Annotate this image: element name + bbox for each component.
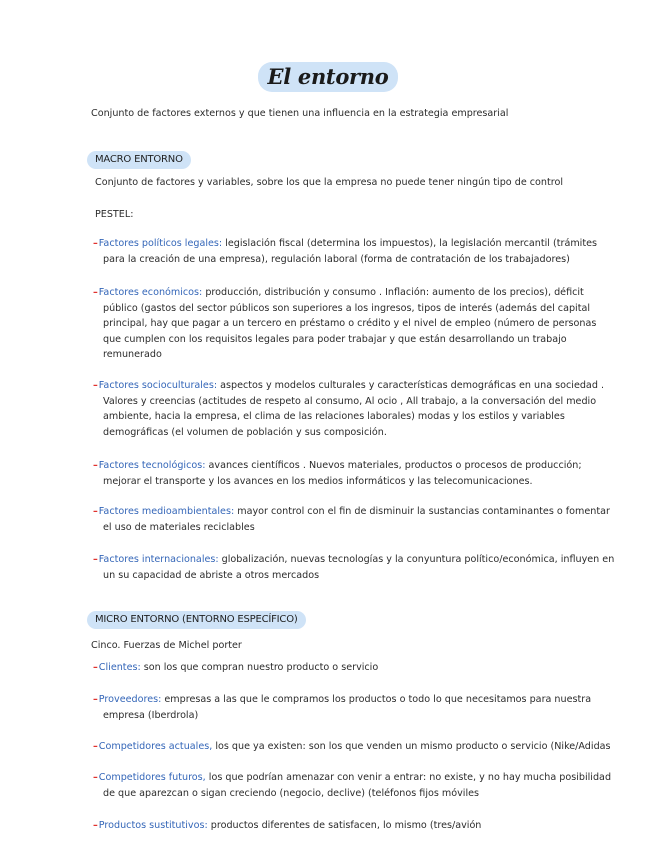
micro-item-keyword: Proveedores: [98,694,162,705]
macro-item-keyword: Factores socioculturales: [98,380,218,391]
macro-item-text: aspectos y modelos culturales y características demográficas en una sociedad . [217,380,605,391]
macro-heading: MACRO ENTORNO [87,151,191,169]
macro-item-keyword: Factores medioambientales: [98,506,235,517]
micro-item-keyword: Productos sustitutivos: [98,820,208,831]
macro-item-first-line [93,287,584,298]
micro-item-first-line [93,741,611,752]
macro-item-continuation: un su capacidad de abriste a otros mercados [103,569,320,581]
macro-item [93,236,633,267]
dash-icon: – [93,820,98,831]
macro-item-continuation: principal, hay que pagar a un tercero en préstamo o crédito y el nivel de empleo (número de personas [103,318,597,329]
micro-item-text: son los que compran nuestro producto o servicio [140,662,379,673]
macro-item-continuation: ambiente, hacia la empresa, el clima de las relaciones laborales) modas y los estilos y variables [103,411,565,422]
pestel-label: PESTEL: [95,209,134,220]
dash-icon: – [93,380,98,391]
micro-item [93,770,633,801]
macro-item-text: avances científicos . Nuevos materiales, productos o procesos de producción; [205,460,582,471]
macro-item-text: legislación fiscal (determina los impuestos), la legislación mercantil (trámites [222,238,598,249]
macro-item-text: globalización, nuevas tecnologías y la conyuntura político/económica, influyen en [218,554,615,565]
macro-item-text: producción, distribución y consumo . Inflación: aumento de los precios), déficit [202,287,584,298]
title-wrap [0,62,656,92]
micro-item-continuation: empresa (Iberdrola) [103,709,199,721]
macro-item-text: mayor control con el fin de disminuir la sustancias contaminantes o fomentar [234,506,610,517]
macro-item-first-line [93,460,582,471]
title-highlight [258,62,399,92]
dash-icon: – [93,460,98,471]
macro-item-continuation: para la creación de una empresa), regulación laboral (forma de contratación de los trabajadores) [103,253,570,265]
dash-icon: – [93,741,98,752]
dash-icon: – [93,662,98,673]
macro-item-continuation: Valores y creencias (actitudes de respeto al consumo, Al ocio , All trabajo, a la conversación del medio [103,395,597,407]
micro-item-first-line [93,820,481,831]
micro-item-keyword: Competidores actuales, [98,741,213,752]
micro-heading: MICRO ENTORNO (ENTORNO ESPECÍFICO) [87,611,306,629]
macro-item-first-line [93,380,604,391]
micro-item-text: los que podrían amenazar con venir a entrar: no existe, y no hay mucha posibilidad [205,772,612,783]
dash-icon: – [93,772,98,783]
micro-subtitle: Cinco. Fuerzas de Michel porter [91,640,242,651]
dash-icon: – [93,554,98,565]
micro-item [93,660,633,676]
macro-item-first-line [93,506,610,517]
macro-item [93,285,633,363]
macro-definition: Conjunto de factores y variables, sobre los que la empresa no puede tener ningún tipo de control [95,177,564,188]
macro-item-keyword: Factores tecnológicos: [98,460,206,471]
macro-item [93,458,633,489]
macro-item-first-line [93,554,614,565]
micro-item-first-line [93,694,591,705]
macro-item [93,504,633,535]
micro-item-text: empresas a las que le compramos los productos o todo lo que necesitamos para nuestra [161,694,592,705]
dash-icon: – [93,506,98,517]
micro-item-keyword: Competidores futuros, [98,772,206,783]
macro-item-continuation: demográficas (el volumen de población y sus composición. [103,426,387,438]
macro-item-continuation: que cumplen con los requisitos legales para poder trabajar y que están desarrollando un trabajo [103,333,567,345]
macro-item-continuation: remunerado [103,349,162,360]
macro-item-keyword: Factores económicos: [98,287,203,298]
micro-item-continuation: de que aparezcan o sigan creciendo (negocio, declive) (teléfonos fijos móviles [103,787,480,799]
macro-item [93,552,633,583]
micro-item-text: los que ya existen: son los que venden un mismo producto o servicio (Nike/Adidas [212,741,611,752]
dash-icon: – [93,694,98,705]
macro-item-continuation: público (gastos del sector públicos son superiores a los ingresos, tipos de interés (además del capital [103,302,591,314]
intro-text: Conjunto de factores externos y que tienen una influencia en la estrategia empresarial [91,108,509,119]
page-title: El entorno [267,64,389,89]
micro-item-text: productos diferentes de satisfacen, lo mismo (tres/avión [207,820,482,831]
micro-item [93,818,633,834]
micro-item-keyword: Clientes: [98,662,141,673]
dash-icon: – [93,238,98,249]
macro-item-keyword: Factores internacionales: [98,554,219,565]
macro-item [93,378,633,440]
dash-icon: – [93,287,98,298]
macro-item-keyword: Factores políticos legales: [98,238,223,249]
micro-item [93,692,633,723]
macro-item-continuation: el uso de materiales reciclables [103,521,255,533]
macro-item-first-line [93,238,597,249]
micro-item [93,739,633,755]
macro-item-continuation: mejorar el transporte y los avances en los medios informáticos y las telecomunicaciones. [103,475,533,487]
micro-item-first-line [93,772,611,783]
micro-item-first-line [93,662,378,673]
